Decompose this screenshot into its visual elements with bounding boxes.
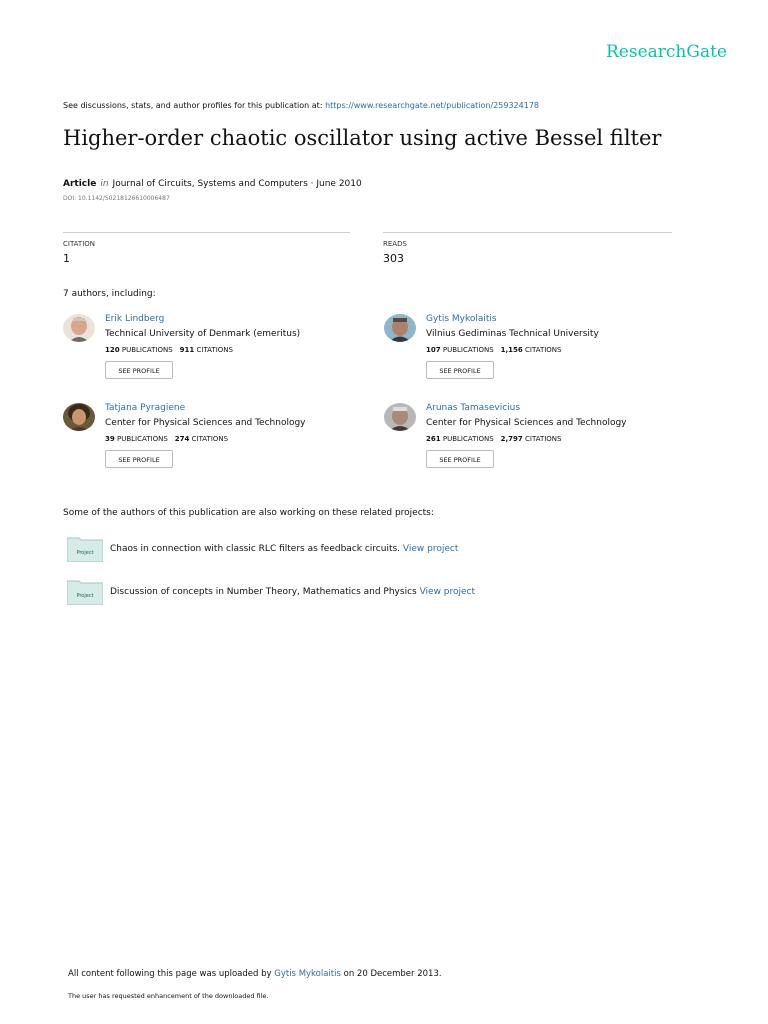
project-item [67,536,667,564]
author-name-link[interactable]: Tatjana Pyragiene [105,403,186,413]
author-stats [426,346,562,354]
publications-label: PUBLICATIONS [121,346,173,354]
author-avatar[interactable] [384,403,416,431]
upload-prefix: All content following this page was uploaded by [68,969,275,979]
author-card [63,403,363,475]
author-card [63,314,363,386]
publications-label: PUBLICATIONS [442,435,494,443]
publications-label: PUBLICATIONS [116,435,168,443]
see-profile-button[interactable]: SEE PROFILE [426,450,494,468]
authors-including: , including: [105,289,156,299]
project-title: Discussion of concepts in Number Theory, Mathematics and Physics [110,587,420,597]
citations-label: CITATIONS [191,435,229,443]
discussion-line [63,101,539,110]
view-project-link[interactable]: View project [419,587,476,597]
publications-count: 120 [105,346,120,354]
citations-label: CITATIONS [525,346,562,354]
view-project-link[interactable]: View project [402,544,459,554]
citations-label: CITATIONS [525,435,562,443]
citations-label: CITATIONS [196,346,233,354]
publications-label: PUBLICATIONS [442,346,494,354]
article-meta [63,179,362,189]
reads-stat [383,232,672,265]
upload-note [68,969,442,979]
author-card [384,403,684,475]
author-institution: Center for Physical Sciences and Technology [426,418,627,428]
project-title: Chaos in connection with classic RLC filters as feedback circuits. [110,544,403,554]
citations-count: 1,156 [500,346,523,354]
author-card [384,314,684,386]
citation-label: CITATION [63,240,96,248]
author-institution: Vilnius Gediminas Technical University [426,329,599,339]
project-folder-label: Project [76,550,94,556]
citations-count: 274 [174,435,190,443]
author-name-link[interactable]: Erik Lindberg [105,314,165,324]
author-stats [105,435,228,443]
citation-stat [63,232,350,265]
journal-date: Journal of Circuits, Systems and Computers · June 2010 [112,179,362,189]
citation-value: 1 [63,252,70,265]
author-avatar[interactable] [63,403,95,431]
project-folder-label: Project [76,593,94,599]
authors-heading [63,289,156,299]
see-profile-button[interactable]: SEE PROFILE [426,361,494,379]
publications-count: 39 [105,435,115,443]
author-institution: Technical University of Denmark (emeritus) [105,329,301,339]
discussion-text: See discussions, stats, and author profiles for this publication at: [63,101,326,110]
researchgate-logo[interactable]: ResearchGate [606,42,727,62]
reads-label: READS [383,240,407,248]
publications-count: 261 [426,435,441,443]
enhancement-note: The user has requested enhancement of the downloaded file. [68,992,269,1000]
project-folder-icon [67,579,103,605]
article-title: Higher-order chaotic oscillator using active Bessel filter [63,126,662,150]
project-text [110,587,475,597]
author-stats [426,435,562,443]
publication-url-link[interactable]: https://www.researchgate.net/publication/259324178 [325,101,539,110]
see-profile-button[interactable]: SEE PROFILE [105,361,173,379]
reads-value: 303 [383,252,404,265]
author-name-link[interactable]: Gytis Mykolaitis [426,314,497,324]
citations-count: 2,797 [500,435,523,443]
author-avatar[interactable] [384,314,416,342]
project-folder-icon [67,536,103,562]
project-item [67,579,667,607]
projects-heading: Some of the authors of this publication are also working on these related projects: [63,508,434,518]
author-stats [105,346,233,354]
project-text [110,544,458,554]
authors-count: 7 authors [63,289,106,299]
in-label: in [100,179,109,189]
see-profile-button[interactable]: SEE PROFILE [105,450,173,468]
doi: DOI: 10.1142/S0218126610006487 [63,195,170,202]
author-institution: Center for Physical Sciences and Technology [105,418,306,428]
uploader-link[interactable]: Gytis Mykolaitis [274,969,341,979]
upload-suffix: on 20 December 2013. [340,969,442,979]
publications-count: 107 [426,346,441,354]
citations-count: 911 [179,346,195,354]
article-type: Article [63,179,97,189]
author-name-link[interactable]: Arunas Tamasevicius [426,403,521,413]
author-avatar[interactable] [63,314,95,342]
